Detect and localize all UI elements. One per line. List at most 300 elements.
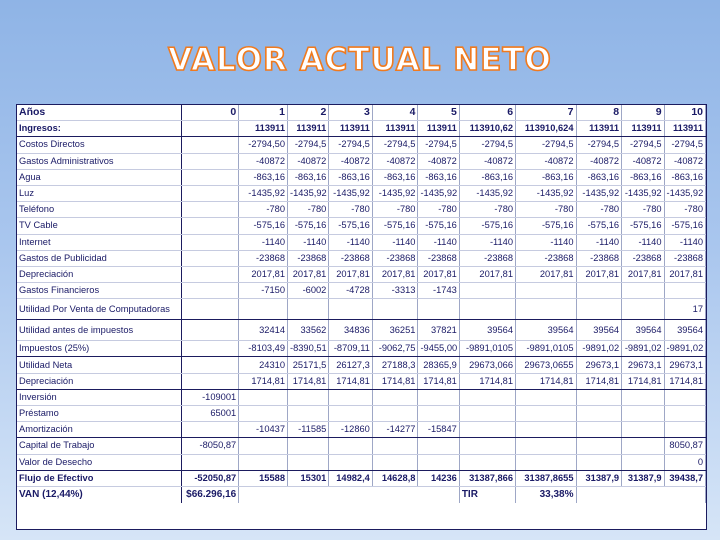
table-cell: -40872 [372,153,418,169]
table-cell: 1714,81 [418,373,459,389]
table-cell: 2017,81 [664,266,705,282]
table-cell [181,202,238,218]
table-cell: -1140 [664,234,705,250]
tir-value: 33,38% [516,486,576,503]
table-cell [181,422,238,438]
row-label: Teléfono [17,202,181,218]
table-cell [418,438,459,454]
table-cell [329,438,372,454]
table-cell: -2794,5 [418,137,459,153]
table-row [17,357,706,373]
row-label: Préstamo [17,406,181,422]
table-cell: -863,16 [622,169,664,185]
row-label: Utilidad Por Venta de Computadoras [17,299,181,320]
table-cell [181,357,238,373]
table-cell: -9891,02 [664,341,705,357]
table-cell [459,389,515,405]
table-cell: -1743 [418,283,459,299]
table-cell: 15301 [288,470,329,486]
table-cell: 14982,4 [329,470,372,486]
table-cell [288,389,329,405]
table-cell: 14628,8 [372,470,418,486]
table-cell: -1435,92 [576,185,622,201]
table-cell: -6002 [288,283,329,299]
row-label: Capital de Trabajo [17,438,181,454]
year-header: 10 [664,105,705,121]
table-cell: 31387,866 [459,470,515,486]
table-cell: 113911 [664,121,705,137]
table-cell: -23868 [288,250,329,266]
table-cell [459,299,515,320]
row-label: Amortización [17,422,181,438]
table-cell [576,422,622,438]
table-cell [288,406,329,422]
table-cell: 34836 [329,320,372,341]
van-label: VAN (12,44%) [17,486,181,503]
table-cell: -575,16 [288,218,329,234]
table-cell: 8050,87 [664,438,705,454]
year-header: 4 [372,105,418,121]
table-cell: -575,16 [516,218,576,234]
table-cell: -8050,87 [181,438,238,454]
table-cell: -40872 [622,153,664,169]
row-label: Utilidad antes de impuestos [17,320,181,341]
table-row [17,320,706,341]
table-cell: 39564 [459,320,515,341]
table-cell: 65001 [181,406,238,422]
table-cell [372,299,418,320]
table-cell: 113911 [622,121,664,137]
table-cell: -23868 [239,250,288,266]
table-cell: 1714,81 [288,373,329,389]
year-header: 1 [239,105,288,121]
table-cell [516,299,576,320]
table-cell [576,454,622,470]
table-row [17,137,706,153]
table-cell: 2017,81 [576,266,622,282]
table-cell: -780 [664,202,705,218]
table-cell: -575,16 [418,218,459,234]
table-row [17,373,706,389]
table-cell [181,283,238,299]
table-cell [181,341,238,357]
table-cell: -1140 [418,234,459,250]
table-cell [516,389,576,405]
table-cell: 1714,81 [372,373,418,389]
table-cell [622,454,664,470]
table-cell: -780 [239,202,288,218]
table-cell: -7150 [239,283,288,299]
table-cell: -9891,02 [576,341,622,357]
table-cell: -863,16 [576,169,622,185]
table-cell: 39564 [516,320,576,341]
table-row [17,234,706,250]
table-cell: 2017,81 [459,266,515,282]
year-header: 7 [516,105,576,121]
table-cell [516,283,576,299]
table-cell: 113910,624 [516,121,576,137]
table-cell: -1140 [459,234,515,250]
table-cell [239,454,288,470]
table-cell [622,299,664,320]
table-cell: -15847 [418,422,459,438]
row-label: Internet [17,234,181,250]
table-cell: 1714,81 [576,373,622,389]
table-cell: 33562 [288,320,329,341]
row-label: Impuestos (25%) [17,341,181,357]
table-cell: -863,16 [288,169,329,185]
table-row [17,250,706,266]
table-cell: -40872 [288,153,329,169]
table-cell: -23868 [329,250,372,266]
table-cell: 113910,62 [459,121,515,137]
row-label: Agua [17,169,181,185]
table-cell [516,454,576,470]
table-cell: 39564 [664,320,705,341]
table-cell: -3313 [372,283,418,299]
table-cell [181,266,238,282]
table-cell: -2794,5 [516,137,576,153]
table-cell: 17 [664,299,705,320]
table-cell [288,454,329,470]
table-cell [329,389,372,405]
table-cell: 0 [664,454,705,470]
table-cell [181,137,238,153]
table-cell: 31387,8655 [516,470,576,486]
table-cell: -1435,92 [459,185,515,201]
summary-row [17,486,706,503]
table-cell: 113911 [576,121,622,137]
table-cell: 2017,81 [329,266,372,282]
table-cell: 1714,81 [459,373,515,389]
table-row [17,299,706,320]
row-label: Gastos Financieros [17,283,181,299]
table-cell: -9455,00 [418,341,459,357]
table-cell: 1714,81 [329,373,372,389]
table-cell [181,153,238,169]
table-cell: 113911 [239,121,288,137]
table-row [17,454,706,470]
table-cell [372,454,418,470]
table-cell: -1140 [622,234,664,250]
header-row [17,105,706,121]
table-cell: -780 [288,202,329,218]
table-cell: 29673,1 [576,357,622,373]
table-cell [576,389,622,405]
table-cell: -863,16 [329,169,372,185]
table-cell: -780 [459,202,515,218]
table-cell: 1714,81 [622,373,664,389]
table-row [17,283,706,299]
table-cell: -2794,5 [372,137,418,153]
table-cell [516,422,576,438]
table-cell [329,299,372,320]
table-cell [516,406,576,422]
table-row [17,202,706,218]
table-cell [459,454,515,470]
table-cell: 1714,81 [239,373,288,389]
year-header: 3 [329,105,372,121]
table-cell [329,406,372,422]
table-cell [622,283,664,299]
table-cell [181,185,238,201]
table-cell: -863,16 [516,169,576,185]
page-title: VALOR ACTUAL NETO [168,42,552,78]
table-row [17,121,706,137]
table-cell: -9891,02 [622,341,664,357]
table-cell: -780 [372,202,418,218]
row-label: Valor de Desecho [17,454,181,470]
table-cell: -40872 [239,153,288,169]
table-cell [664,283,705,299]
header-label: Años [17,105,181,121]
table-cell: -2794,5 [664,137,705,153]
table-cell: 1714,81 [664,373,705,389]
table-cell: 29673,1 [664,357,705,373]
table-cell: -40872 [576,153,622,169]
table-cell: 29673,0655 [516,357,576,373]
table-cell: 15588 [239,470,288,486]
table-cell: -9062,75 [372,341,418,357]
table-cell: -23868 [516,250,576,266]
table-cell: -12860 [329,422,372,438]
table-row [17,422,706,438]
table-cell: -1435,92 [288,185,329,201]
row-label: Inversión [17,389,181,405]
table-row [17,438,706,454]
table-cell: -575,16 [576,218,622,234]
table-cell [329,454,372,470]
table-cell [516,438,576,454]
table-cell: 39564 [622,320,664,341]
table-cell: 2017,81 [516,266,576,282]
table-cell [576,406,622,422]
table-cell: -863,16 [418,169,459,185]
table-cell: 26127,3 [329,357,372,373]
table-cell: -2794,5 [459,137,515,153]
table-cell [288,299,329,320]
table-cell: -23868 [418,250,459,266]
table-cell: -109001 [181,389,238,405]
table-cell [418,299,459,320]
table-cell: 29673,066 [459,357,515,373]
row-label: Gastos de Publicidad [17,250,181,266]
table-cell: -1435,92 [239,185,288,201]
table-row [17,470,706,486]
table-cell: -14277 [372,422,418,438]
table-cell: -1140 [516,234,576,250]
table-cell: 14236 [418,470,459,486]
table-cell [459,283,515,299]
table-cell: -863,16 [372,169,418,185]
table-cell: 25171,5 [288,357,329,373]
year-header: 6 [459,105,515,121]
table-cell [181,234,238,250]
table-cell: -2794,50 [239,137,288,153]
table-row [17,169,706,185]
table-cell: -52050,87 [181,470,238,486]
year-header: 9 [622,105,664,121]
table-cell: 39564 [576,320,622,341]
table-cell: 113911 [288,121,329,137]
table-cell [622,406,664,422]
table-cell: -9891,0105 [459,341,515,357]
row-label: Luz [17,185,181,201]
table-cell [181,299,238,320]
table-cell [459,406,515,422]
table-cell: -23868 [372,250,418,266]
table-cell: -40872 [459,153,515,169]
table-cell: -8390,51 [288,341,329,357]
row-label: Gastos Administrativos [17,153,181,169]
table-cell [576,299,622,320]
table-cell [664,389,705,405]
table-cell: -23868 [459,250,515,266]
table-cell: 29673,1 [622,357,664,373]
table-cell: -1435,92 [329,185,372,201]
table-cell: 2017,81 [372,266,418,282]
row-label: Ingresos: [17,121,181,137]
table-cell [181,373,238,389]
row-label: Flujo de Efectivo [17,470,181,486]
table-cell: -780 [418,202,459,218]
table-cell [181,218,238,234]
table-cell: -780 [622,202,664,218]
table-cell: 24310 [239,357,288,373]
table-cell: 2017,81 [418,266,459,282]
year-header: 5 [418,105,459,121]
table-cell: -23868 [622,250,664,266]
table-cell [622,389,664,405]
table-cell [372,389,418,405]
table-cell: 2017,81 [288,266,329,282]
table-row [17,341,706,357]
table-cell: -11585 [288,422,329,438]
table-cell [418,389,459,405]
table-cell: -1435,92 [622,185,664,201]
table-cell [576,438,622,454]
table-cell: -1435,92 [664,185,705,201]
table-cell [664,422,705,438]
table-cell: -2794,5 [576,137,622,153]
table-cell: -780 [516,202,576,218]
table-cell: -1435,92 [372,185,418,201]
table-cell [459,438,515,454]
table-cell: -575,16 [459,218,515,234]
table-cell [622,422,664,438]
table-cell: 31387,9 [576,470,622,486]
year-header: 8 [576,105,622,121]
table-cell: -40872 [329,153,372,169]
table-cell: -780 [576,202,622,218]
row-label: Depreciación [17,373,181,389]
table-cell: -40872 [664,153,705,169]
table-cell [239,299,288,320]
table-cell: 39438,7 [664,470,705,486]
table-cell: -8709,11 [329,341,372,357]
table-cell: -575,16 [239,218,288,234]
table-row [17,266,706,282]
table-cell: -40872 [418,153,459,169]
year-header: 2 [288,105,329,121]
table-cell: 113911 [329,121,372,137]
table-cell: 27188,3 [372,357,418,373]
table-cell: -40872 [516,153,576,169]
table-cell [181,320,238,341]
table-cell: -575,16 [329,218,372,234]
table-cell [459,422,515,438]
table-cell [418,454,459,470]
tir-label: TIR [459,486,515,503]
table-cell: -1140 [329,234,372,250]
van-value: $66.296,16 [181,486,238,503]
table-row [17,218,706,234]
table-cell [181,121,238,137]
table-cell: -863,16 [459,169,515,185]
table-cell [576,283,622,299]
table-cell: 37821 [418,320,459,341]
table-cell: 32414 [239,320,288,341]
table-row [17,153,706,169]
table-cell: 113911 [372,121,418,137]
table-cell: -4728 [329,283,372,299]
table-cell: -780 [329,202,372,218]
table-cell: 2017,81 [239,266,288,282]
npv-table-container [16,104,707,530]
table-cell: -2794,5 [288,137,329,153]
table-cell: -575,16 [664,218,705,234]
row-label: Utilidad Neta [17,357,181,373]
npv-table [17,105,706,503]
table-cell [239,438,288,454]
table-cell [288,438,329,454]
table-cell: -575,16 [372,218,418,234]
table-cell: -1140 [576,234,622,250]
row-label: Depreciación [17,266,181,282]
table-cell: -2794,5 [622,137,664,153]
table-cell [239,406,288,422]
table-cell: -23868 [664,250,705,266]
table-cell: -863,16 [239,169,288,185]
blank-cell [576,486,706,503]
table-cell [181,169,238,185]
table-cell: -863,16 [664,169,705,185]
table-cell: -1140 [372,234,418,250]
row-label: Costos Directos [17,137,181,153]
row-label: TV Cable [17,218,181,234]
table-cell: 1714,81 [516,373,576,389]
table-cell [622,438,664,454]
table-cell: 113911 [418,121,459,137]
table-row [17,185,706,201]
table-cell [239,389,288,405]
table-cell [181,250,238,266]
table-row [17,406,706,422]
table-cell: -2794,5 [329,137,372,153]
table-cell: -10437 [239,422,288,438]
table-cell: 28365,9 [418,357,459,373]
table-cell: 31387,9 [622,470,664,486]
table-cell: -9891,0105 [516,341,576,357]
year-header: 0 [181,105,238,121]
table-cell: -8103,49 [239,341,288,357]
table-cell: -575,16 [622,218,664,234]
blank-cell [239,486,460,503]
table-cell: 36251 [372,320,418,341]
table-cell [372,406,418,422]
table-cell: -1435,92 [418,185,459,201]
table-cell [372,438,418,454]
